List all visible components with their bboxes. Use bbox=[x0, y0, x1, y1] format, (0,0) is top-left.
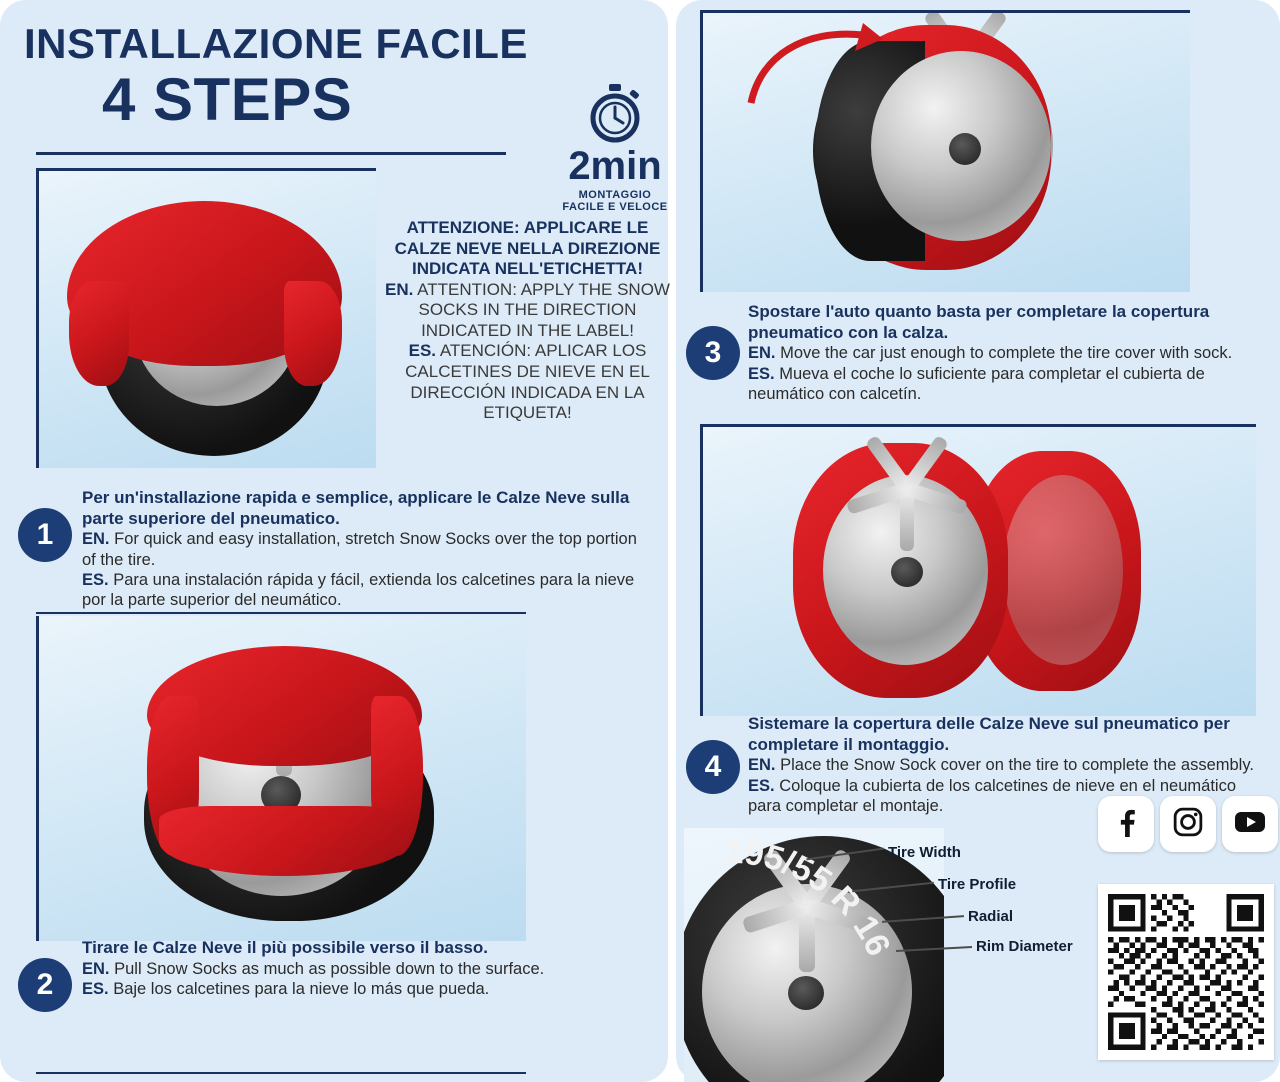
step-4-en: Place the Snow Sock cover on the tire to complete the assembly. bbox=[780, 756, 1254, 775]
step-4-es: Coloque la cubierta de los calcetines de nieve en el neumático para completar el montaje. bbox=[748, 776, 1236, 815]
step-3-it: Spostare l'auto quanto basta per completare la copertura pneumatico con la calza. bbox=[748, 302, 1210, 342]
header-title-block bbox=[24, 20, 584, 134]
attention-en-label: EN. bbox=[385, 279, 414, 299]
step-4-es-label: ES. bbox=[748, 776, 775, 795]
step-1-text bbox=[82, 488, 644, 610]
attention-it: ATTENZIONE: APPLICARE LE CALZE NEVE NELLA DIREZIONE INDICATA NELL'ETICHETTA! bbox=[394, 218, 661, 279]
callout-radial: Radial bbox=[968, 908, 1014, 925]
step-3-en: Move the car just enough to complete the tire cover with sock. bbox=[780, 344, 1233, 363]
photo-step-2 bbox=[36, 616, 526, 941]
step-3-text bbox=[748, 302, 1264, 404]
title-divider bbox=[36, 152, 506, 155]
tire-sidewall-text: 195/55 R 16 bbox=[724, 832, 898, 962]
qr-code[interactable] bbox=[1098, 884, 1274, 1060]
step-1-en-label: EN. bbox=[82, 530, 110, 549]
step-3-badge: 3 bbox=[686, 326, 740, 380]
photo-step-1 bbox=[36, 168, 376, 468]
step-divider-2 bbox=[36, 1072, 526, 1074]
photo-tire-spec bbox=[684, 828, 944, 1082]
step-divider-1 bbox=[36, 612, 526, 614]
youtube-button[interactable] bbox=[1222, 796, 1278, 852]
photo-step-3 bbox=[700, 10, 1190, 292]
step-2-badge: 2 bbox=[18, 958, 72, 1012]
step-1-it: Per un'installazione rapida e semplice, applicare le Calze Neve sulla parte superiore del pneumatico. bbox=[82, 488, 630, 528]
page-title-line1: INSTALLAZIONE FACILE bbox=[24, 20, 528, 67]
step-2-it: Tirare le Calze Neve il più possibile verso il basso. bbox=[82, 938, 488, 957]
instagram-icon bbox=[1173, 807, 1203, 842]
svg-text:195/55 R 16 bbox=[724, 833, 897, 962]
timer-subtitle-1: MONTAGGIO bbox=[578, 189, 652, 201]
stopwatch-icon bbox=[560, 82, 670, 144]
timer-subtitle-2: FACILE E VELOCE bbox=[562, 201, 668, 213]
timer-block bbox=[560, 82, 670, 213]
facebook-button[interactable] bbox=[1098, 796, 1154, 852]
right-panel bbox=[676, 0, 1280, 1082]
step-2-en: Pull Snow Socks as much as possible down to the surface. bbox=[114, 959, 545, 978]
step-4-en-label: EN. bbox=[748, 756, 776, 775]
step-4-it: Sistemare la copertura delle Calze Neve sul pneumatico per completare il montaggio. bbox=[748, 714, 1230, 754]
attention-block bbox=[385, 218, 670, 424]
step-3-es: Mueva el coche lo suficiente para completar el cubierta de neumático con calcetín. bbox=[748, 364, 1205, 403]
callout-tire-profile: Tire Profile bbox=[938, 876, 1017, 893]
attention-es-label: ES. bbox=[408, 341, 437, 361]
facebook-icon bbox=[1113, 807, 1139, 842]
attention-es: ATENCIÓN: APLICAR LOS CALCETINES DE NIEVE EN EL DIRECCIÓN INDICADA EN LA ETIQUETA! bbox=[405, 341, 650, 423]
timer-value: 2min bbox=[568, 144, 662, 188]
step-2-text bbox=[82, 938, 552, 999]
photo-step-4 bbox=[700, 424, 1256, 716]
callout-tire-width: Tire Width bbox=[888, 844, 961, 861]
instagram-button[interactable] bbox=[1160, 796, 1216, 852]
step-2-es-label: ES. bbox=[82, 979, 109, 998]
callout-rim-diameter: Rim Diameter bbox=[976, 938, 1073, 955]
page-title-line2: 4 STEPS bbox=[102, 66, 353, 134]
step-3-en-label: EN. bbox=[748, 344, 776, 363]
youtube-icon bbox=[1234, 810, 1266, 839]
attention-en: ATTENTION: APPLY THE SNOW SOCKS IN THE DIRECTION INDICATED IN THE LABEL! bbox=[417, 279, 670, 340]
step-2-en-label: EN. bbox=[82, 959, 110, 978]
step-4-badge: 4 bbox=[686, 740, 740, 794]
step-1-en: For quick and easy installation, stretch Snow Socks over the top portion of the tire. bbox=[82, 530, 637, 569]
step-1-es: Para una instalación rápida y fácil, extienda los calcetines para la nieve por la parte superior del neumático. bbox=[82, 570, 635, 609]
step-1-badge: 1 bbox=[18, 508, 72, 562]
step-2-es: Baje los calcetines para la nieve lo más que pueda. bbox=[113, 979, 490, 998]
step-1-es-label: ES. bbox=[82, 570, 109, 589]
step-3-es-label: ES. bbox=[748, 364, 775, 383]
